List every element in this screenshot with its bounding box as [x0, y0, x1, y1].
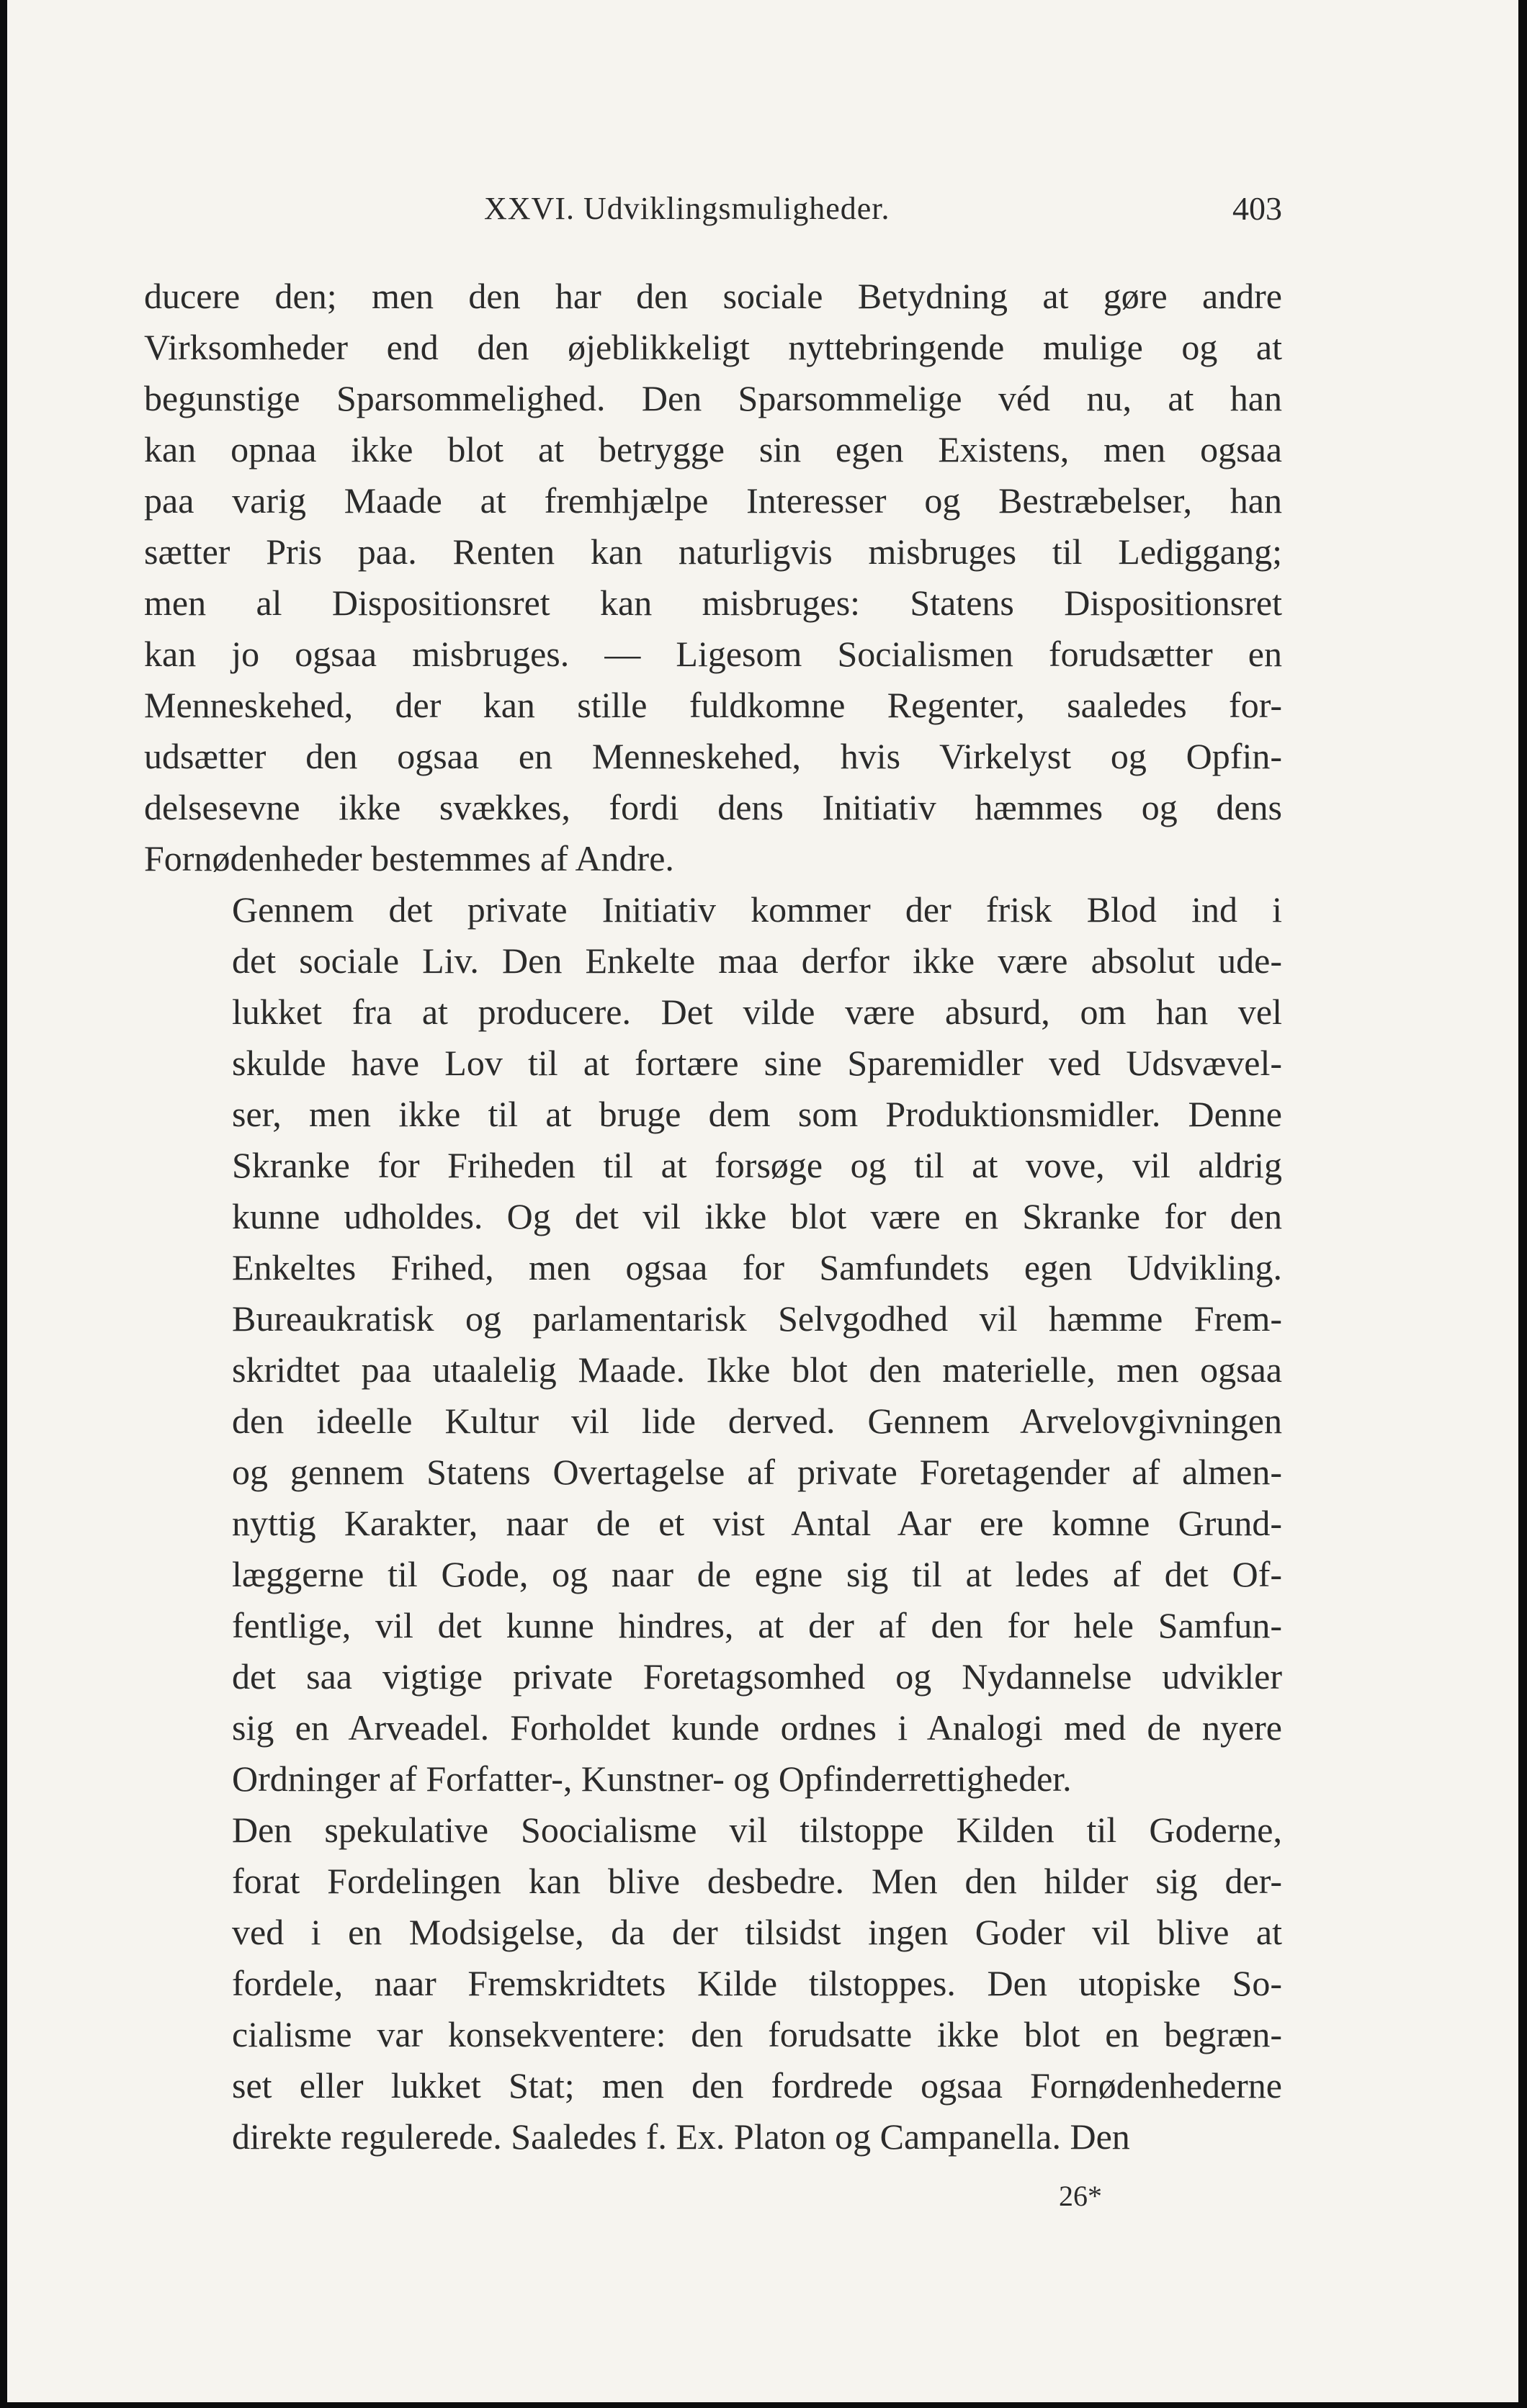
- signature-mark: 26*: [1059, 2180, 1102, 2212]
- text-line: Gennem det private Initiativ kommer der frisk Blod ind i: [232, 889, 1282, 930]
- page-number: 403: [1232, 190, 1282, 227]
- text-line: cialisme var konsekventere: den forudsatte ikke blot en begræn-: [232, 2014, 1282, 2054]
- text-line: ducere den; men den har den sociale Betydning at gøre andre: [144, 276, 1282, 316]
- text-line: fordele, naar Fremskridtets Kilde tilstoppes. Den utopiske So-: [232, 1963, 1282, 2003]
- text-line: Bureaukratisk og parlamentarisk Selvgodhed vil hæmme Frem-: [232, 1298, 1282, 1339]
- text-line: læggerne til Gode, og naar de egne sig til at ledes af det Of-: [232, 1554, 1282, 1594]
- text-line: Skranke for Friheden til at forsøge og til at vove, vil aldrig: [232, 1145, 1282, 1185]
- text-line: men al Dispositionsret kan misbruges: Statens Dispositionsret: [144, 583, 1282, 623]
- body-text: [144, 271, 1282, 2162]
- text-line: det saa vigtige private Foretagsomhed og Nydannelse udvikler: [232, 1656, 1282, 1697]
- text-line: kan opnaa ikke blot at betrygge sin egen Existens, men ogsaa: [144, 429, 1282, 470]
- text-line: skulde have Lov til at fortære sine Sparemidler ved Udsvævel-: [232, 1043, 1282, 1083]
- page-header: [144, 181, 1282, 236]
- text-line: sig en Arveadel. Forholdet kunde ordnes i Analogi med de nyere: [232, 1707, 1282, 1748]
- text-line: fentlige, vil det kunne hindres, at der af den for hele Samfun-: [232, 1605, 1282, 1645]
- text-line: det sociale Liv. Den Enkelte maa derfor ikke være absolut ude-: [232, 940, 1282, 981]
- text-line: delsesevne ikke svækkes, fordi dens Initiativ hæmmes og dens: [144, 787, 1282, 827]
- text-line: Enkeltes Frihed, men ogsaa for Samfundets egen Udvikling.: [232, 1247, 1282, 1288]
- text-line: og gennem Statens Overtagelse af private Foretagender af almen-: [232, 1452, 1282, 1492]
- text-line: paa varig Maade at fremhjælpe Interesser og Bestræbelser, han: [144, 480, 1282, 521]
- text-line: direkte regulerede. Saaledes f. Ex. Platon og Campanella. Den: [232, 2116, 1130, 2157]
- text-line: Menneskehed, der kan stille fuldkomne Regenter, saaledes for-: [144, 685, 1282, 725]
- text-line: nyttig Karakter, naar de et vist Antal Aar ere komne Grund-: [232, 1503, 1282, 1543]
- text-line: Den spekulative Soocialisme vil tilstoppe Kilden til Goderne,: [232, 1810, 1282, 1850]
- text-line: ser, men ikke til at bruge dem som Produktionsmidler. Denne: [232, 1094, 1282, 1134]
- text-line: kan jo ogsaa misbruges. — Ligesom Socialismen forudsætter en: [144, 634, 1282, 674]
- text-line: forat Fordelingen kan blive desbedre. Men den hilder sig der-: [232, 1861, 1282, 1901]
- paragraph: [144, 1805, 1282, 2162]
- running-head: XXVI. Udviklingsmuligheder.: [484, 191, 890, 226]
- paragraph: [144, 884, 1282, 1805]
- text-line: den ideelle Kultur vil lide derved. Gennem Arvelovgivningen: [232, 1401, 1282, 1441]
- text-line: udsætter den ogsaa en Menneskehed, hvis Virkelyst og Opfin-: [144, 736, 1282, 776]
- text-line: ved i en Modsigelse, da der tilsidst ingen Goder vil blive at: [232, 1912, 1282, 1952]
- text-line: set eller lukket Stat; men den fordrede ogsaa Fornødenhederne: [232, 2065, 1282, 2106]
- paragraph: [144, 271, 1282, 884]
- text-line: begunstige Sparsommelighed. Den Sparsommelige véd nu, at han: [144, 378, 1282, 418]
- text-line: Fornødenheder bestemmes af Andre.: [144, 838, 674, 879]
- text-line: Virksomheder end den øjeblikkeligt nyttebringende mulige og at: [144, 327, 1282, 367]
- book-page: [7, 0, 1518, 2402]
- text-line: kunne udholdes. Og det vil ikke blot være en Skranke for den: [232, 1196, 1282, 1236]
- text-line: sætter Pris paa. Renten kan naturligvis misbruges til Lediggang;: [144, 531, 1282, 572]
- text-line: lukket fra at producere. Det vilde være absurd, om han vel: [232, 992, 1282, 1032]
- text-line: skridtet paa utaalelig Maade. Ikke blot den materielle, men ogsaa: [232, 1349, 1282, 1390]
- text-line: Ordninger af Forfatter-, Kunstner- og Opfinderrettigheder.: [232, 1758, 1072, 1799]
